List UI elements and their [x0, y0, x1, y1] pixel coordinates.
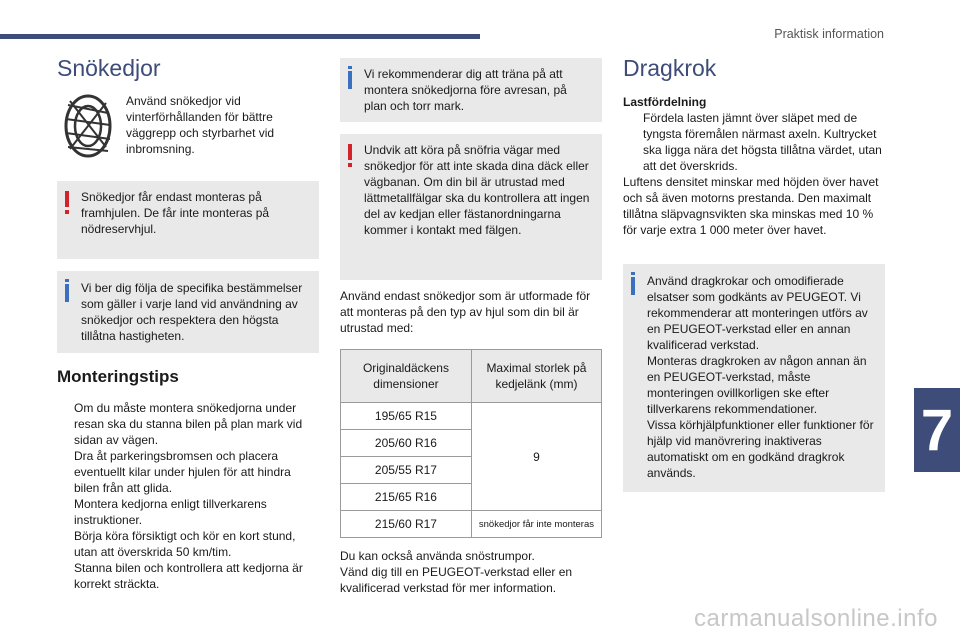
tire-size-cell: 195/65 R15 — [341, 403, 472, 430]
warning-box-snowfree-roads — [340, 134, 602, 280]
outro-text: Du kan också använda snöstrumpor. Vänd dig till en PEUGEOT-verkstad eller en kvalificerad verkstad för mer information. — [340, 549, 573, 595]
info-text: Vi rekommenderar dig att träna på att montera snökedjorna före avresan, på plan och torr mark. — [364, 67, 567, 113]
warning-icon — [348, 144, 352, 160]
info-text: Använd dragkrokar och omodifierade elsatser som godkänts av PEUGEOT. Vi rekommenderar att monteringen utförs av en PEUGEOT-verkstad eller en annan kvalificerad verkstad. Monteras dragkroken av någon annan än en PEUGEOT-verkstad, måste monteringen ovillkorligen ske efter tillverkarens rekommendationer. Vissa körhjälpfunktioner eller funktioner för hjälp vid manövrering inaktiveras automatiskt om en godkänd dragkrok används. — [647, 274, 874, 480]
info-icon — [348, 71, 352, 89]
table-header-link-size: Maximal storlek på kedjelänk (mm) — [471, 350, 601, 403]
intro-text: Använd snökedjor vid vinterförhållanden för bättre väggrepp och styrbarhet vid inbromsning. — [126, 94, 275, 156]
load-distribution-title: Lastfördelning — [623, 95, 707, 109]
tire-size-cell: 215/65 R16 — [341, 484, 472, 511]
list-item: Dra åt parkeringsbromsen och placera eventuellt kilar under hjulen för att hindra bilen från att glida. — [74, 449, 291, 495]
info-icon — [65, 284, 69, 302]
table-header-dimensions: Originaldäckens dimensioner — [341, 350, 472, 403]
snow-chains-intro — [57, 93, 319, 159]
warning-icon — [65, 191, 69, 207]
list-item: Montera kedjorna enligt tillverkarens instruktioner. — [74, 497, 267, 527]
list-item: Fördela lasten jämnt över släpet med de tyngsta föremålen närmast axeln. Kultrycket ska ligga nära det högsta tillåtna värdet, utan att det överskrids. — [643, 111, 882, 173]
column-towbar — [623, 55, 885, 492]
warning-text: Snökedjor får endast monteras på framhjulen. De får inte monteras på nödreservhjul. — [81, 190, 270, 236]
info-text: Vi ber dig följa de specifika bestämmelser som gäller i varje land vid användning av snökedjor och respektera den högsta tillåtna hastigheten. — [81, 281, 303, 343]
snow-chains-title: Snökedjor — [57, 55, 161, 81]
list-item: Stanna bilen och kontrollera att kedjorna är korrekt sträckta. — [74, 561, 303, 591]
info-box-regulations — [57, 271, 319, 353]
info-box-towbar — [623, 264, 885, 492]
tire-size-cell: 205/60 R16 — [341, 430, 472, 457]
altitude-paragraph: Luftens densitet minskar med höjden över havet och så även motorns prestanda. Den maximalt tillåtna släpvagnsvikten ska minskas med 10 % för varje extra 1 000 meter över havet. — [623, 175, 879, 237]
warning-box-front-wheels — [57, 181, 319, 259]
header-bar — [0, 34, 480, 39]
column-snow-chains — [57, 55, 319, 592]
towbar-title: Dragkrok — [623, 55, 717, 81]
column-snow-chains-continued — [340, 58, 602, 596]
mounting-tips-title: Monteringstips — [57, 367, 179, 386]
table-row — [341, 511, 602, 538]
mounting-steps — [57, 400, 319, 592]
chain-size-table — [340, 349, 602, 538]
watermark: carmanualsonline.info — [694, 605, 938, 632]
info-box-practice — [340, 58, 602, 122]
chapter-tab — [914, 388, 960, 472]
chapter-number: 7 — [920, 397, 954, 463]
list-item: Om du måste montera snökedjorna under resan ska du stanna bilen på plan mark vid sidan av vägen. — [74, 401, 303, 447]
snow-chain-icon — [60, 93, 116, 159]
link-size-cell: 9 — [471, 403, 601, 511]
warning-text: Undvik att köra på snöfria vägar med snökedjor för att inte skada dina däck eller vägbanan. Om din bil är utrustad med lättmetallfälgar ska du kontrollera att ingen del av kedjan eller fästanordningarna kommer i kontakt med fälgen. — [364, 143, 590, 237]
tire-size-cell: 215/60 R17 — [341, 511, 472, 538]
table-intro-text: Använd endast snökedjor som är utformade för att monteras på den typ av hjul som din bil är utrustad med: — [340, 289, 591, 335]
tire-size-cell: 205/55 R17 — [341, 457, 472, 484]
section-title: Praktisk information — [774, 27, 884, 41]
list-item: Börja köra försiktigt och kör en kort stund, utan att överskrida 50 km/tim. — [74, 529, 296, 559]
load-distribution-list — [623, 110, 885, 174]
table-header-row — [341, 350, 602, 403]
info-icon — [631, 277, 635, 295]
link-size-cell: snökedjor får inte monteras — [471, 511, 601, 538]
table-row — [341, 403, 602, 430]
